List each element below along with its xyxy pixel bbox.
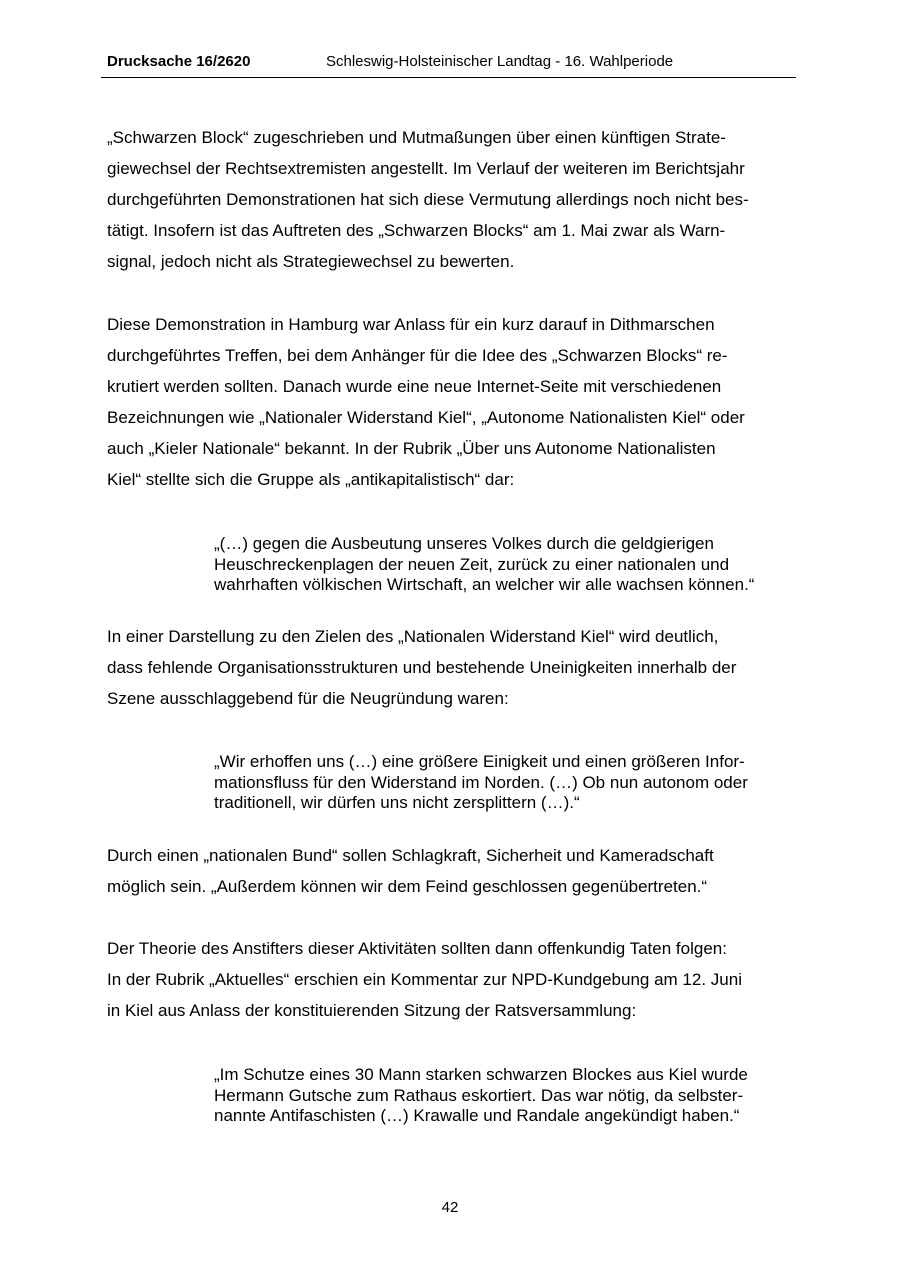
text-line: signal, jedoch nicht als Strategiewechsel zu bewerten.	[107, 252, 515, 271]
text-line: auch „Kieler Nationale“ bekannt. In der Rubrik „Über uns Autonome Nationalisten	[107, 439, 716, 458]
text-line: Durch einen „nationalen Bund“ sollen Schlagkraft, Sicherheit und Kameradschaft	[107, 846, 714, 865]
paragraph-ziele-widerstand	[107, 621, 802, 714]
text-line: in Kiel aus Anlass der konstituierenden Sitzung der Ratsversammlung:	[107, 1001, 637, 1020]
text-line: „Schwarzen Block“ zugeschrieben und Mutmaßungen über einen künftigen Strate-	[107, 128, 726, 147]
text-line: Der Theorie des Anstifters dieser Aktivitäten sollten dann offenkundig Taten folgen:	[107, 939, 727, 958]
paragraph-schwarzer-block	[107, 122, 802, 277]
quote-line: nannte Antifaschisten (…) Krawalle und Randale angekündigt haben.“	[214, 1106, 740, 1125]
text-line: krutiert werden sollten. Danach wurde eine neue Internet-Seite mit verschiedenen	[107, 377, 722, 396]
quote-line: Heuschreckenplagen der neuen Zeit, zurück zu einer nationalen und	[214, 554, 730, 574]
text-line: In der Rubrik „Aktuelles“ erschien ein Kommentar zur NPD-Kundgebung am 12. Juni	[107, 970, 742, 989]
block-quote-schwarzer-block-kiel	[214, 1065, 804, 1127]
paragraph-demonstration-hamburg	[107, 309, 802, 495]
text-line: möglich sein. „Außerdem können wir dem Feind geschlossen gegenübertreten.“	[107, 877, 708, 896]
quote-line: „Im Schutze eines 30 Mann starken schwarzen Blockes aus Kiel wurde	[214, 1065, 748, 1084]
block-quote-einigkeit	[214, 752, 804, 814]
text-line: In einer Darstellung zu den Zielen des „Nationalen Widerstand Kiel“ wird deutlich,	[107, 627, 719, 646]
quote-line: wahrhaften völkischen Wirtschaft, an welcher wir alle wachsen können.“	[214, 575, 755, 594]
page-header	[101, 53, 796, 78]
text-line: Kiel“ stellte sich die Gruppe als „antikapitalistisch“ dar:	[107, 470, 515, 489]
page-number: 42	[441, 1199, 459, 1216]
paragraph-theorie-anstifter	[107, 933, 802, 1026]
text-line: Bezeichnungen wie „Nationaler Widerstand Kiel“, „Autonome Nationalisten Kiel“ oder	[107, 408, 745, 427]
document-number: Drucksache 16/2620	[107, 53, 251, 70]
text-line: durchgeführten Demonstrationen hat sich diese Vermutung allerdings noch nicht bes-	[107, 190, 749, 209]
text-line: Diese Demonstration in Hamburg war Anlass für ein kurz darauf in Dithmarschen	[107, 315, 715, 334]
text-line: tätigt. Insofern ist das Auftreten des „Schwarzen Blocks“ am 1. Mai zwar als Warn-	[107, 221, 726, 240]
quote-line: traditionell, wir dürfen uns nicht zersplittern (…).“	[214, 793, 580, 812]
text-line: dass fehlende Organisationsstrukturen und bestehende Uneinigkeiten innerhalb der	[107, 658, 737, 677]
block-quote-antikapitalistisch	[214, 534, 804, 596]
text-line: giewechsel der Rechtsextremisten angestellt. Im Verlauf der weiteren im Berichtsjahr	[107, 159, 745, 178]
quote-line: „(…) gegen die Ausbeutung unseres Volkes durch die geldgierigen	[214, 534, 714, 553]
text-line: Szene ausschlaggebend für die Neugründung waren:	[107, 689, 509, 708]
quote-line: „Wir erhoffen uns (…) eine größere Einigkeit und einen größeren Infor-	[214, 752, 745, 771]
document-title: Schleswig-Holsteinischer Landtag - 16. Wahlperiode	[326, 53, 674, 70]
quote-line: mationsfluss für den Widerstand im Norden. (…) Ob nun autonom oder	[214, 772, 748, 792]
text-line: durchgeführtes Treffen, bei dem Anhänger für die Idee des „Schwarzen Blocks“ re-	[107, 346, 728, 365]
quote-line: Hermann Gutsche zum Rathaus eskortiert. Das war nötig, da selbster-	[214, 1085, 744, 1105]
paragraph-nationaler-bund	[107, 840, 802, 902]
